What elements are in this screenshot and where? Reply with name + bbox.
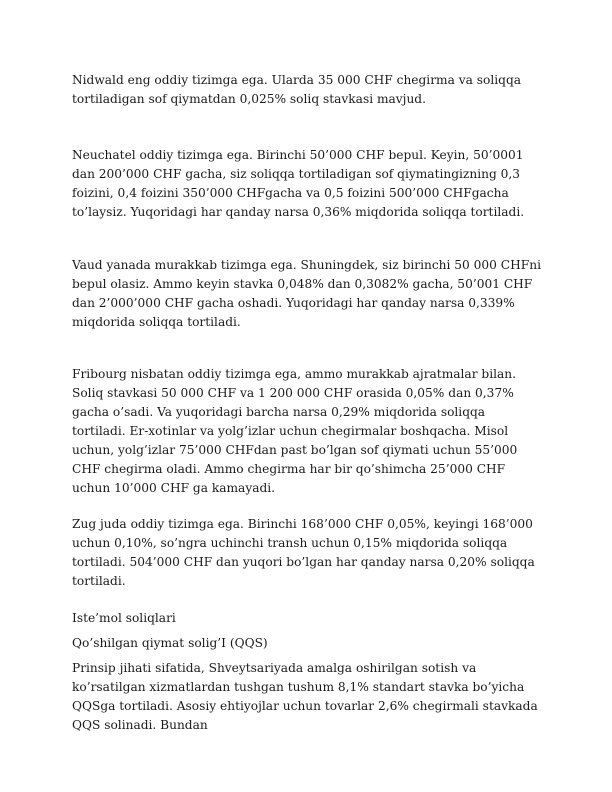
heading-consumption-taxes: Iste’mol soliqlari bbox=[72, 611, 176, 625]
paragraph-nidwald: Nidwald eng oddiy tizimga ega. Ularda 35 000 CHF chegirma va soliqqa tortiladigan sof qiymatdan 0,025% soliq stavkasi mavjud. bbox=[72, 73, 522, 106]
paragraph-fribourg: Fribourg nisbatan oddiy tizimga ega, ammo murakkab ajratmalar bilan. Soliq stavkasi 50 000 CHF va 1 200 000 CHF orasida 0,05% dan 0,37% gacha o’sadi. Va yuqoridagi barcha narsa 0,29% miqdorida soliqqa tortiladi. Er-xotinlar va yolg’izlar uchun chegirmalar boshqacha. Misol uchun, yolg’izlar 75’000 CHFdan past bo’lgan sof qiymati uchun 55’000 CHF chegirma oladi. Ammo chegirma har bir qo’shimcha 25’000 CHF uchun 10’000 CHF ga kamayadi. bbox=[72, 367, 518, 495]
heading-vat: Qo’shilgan qiymat solig’I (QQS) bbox=[72, 636, 268, 650]
paragraph-vat: Prinsip jihati sifatida, Shveytsariyada amalga oshirilgan sotish va ko’rsatilgan xizmatlardan tushgan tushum 8,1% standart stavka bo’yicha QQSga tortiladi. Asosiy ehtiyojlar uchun tovarlar 2,6% chegirmali stavkada QQS solinadi. Bundan bbox=[72, 661, 538, 732]
paragraph-neuchatel: Neuchatel oddiy tizimga ega. Birinchi 50’000 CHF bepul. Keyin, 50’0001 dan 200’000 CHF gacha, siz soliqqa tortiladigan sof qiymatingizning 0,3 foizini, 0,4 foizini 350’000 CHFgacha va 0,5 foizini 500’000 CHFgacha to’laysiz. Yuqoridagi har qanday narsa 0,36% miqdorida soliqqa tortiladi. bbox=[72, 148, 525, 219]
paragraph-zug: Zug juda oddiy tizimga ega. Birinchi 168’000 CHF 0,05%, keyingi 168’000 uchun 0,10%, so’ngra uchinchi transh uchun 0,15% miqdorida soliqqa tortiladi. 504’000 CHF dan yuqori bo’lgan har qanday narsa 0,20% soliqqa tortiladi. bbox=[72, 517, 535, 588]
paragraph-vaud: Vaud yanada murakkab tizimga ega. Shuningdek, siz birinchi 50 000 CHFni bepul olasiz. Ammo keyin stavka 0,048% dan 0,3082% gacha, 50’001 CHF dan 2’000’000 CHF gacha oshadi. Yuqoridagi har qanday narsa 0,339% miqdorida soliqqa tortiladi. bbox=[72, 258, 541, 329]
